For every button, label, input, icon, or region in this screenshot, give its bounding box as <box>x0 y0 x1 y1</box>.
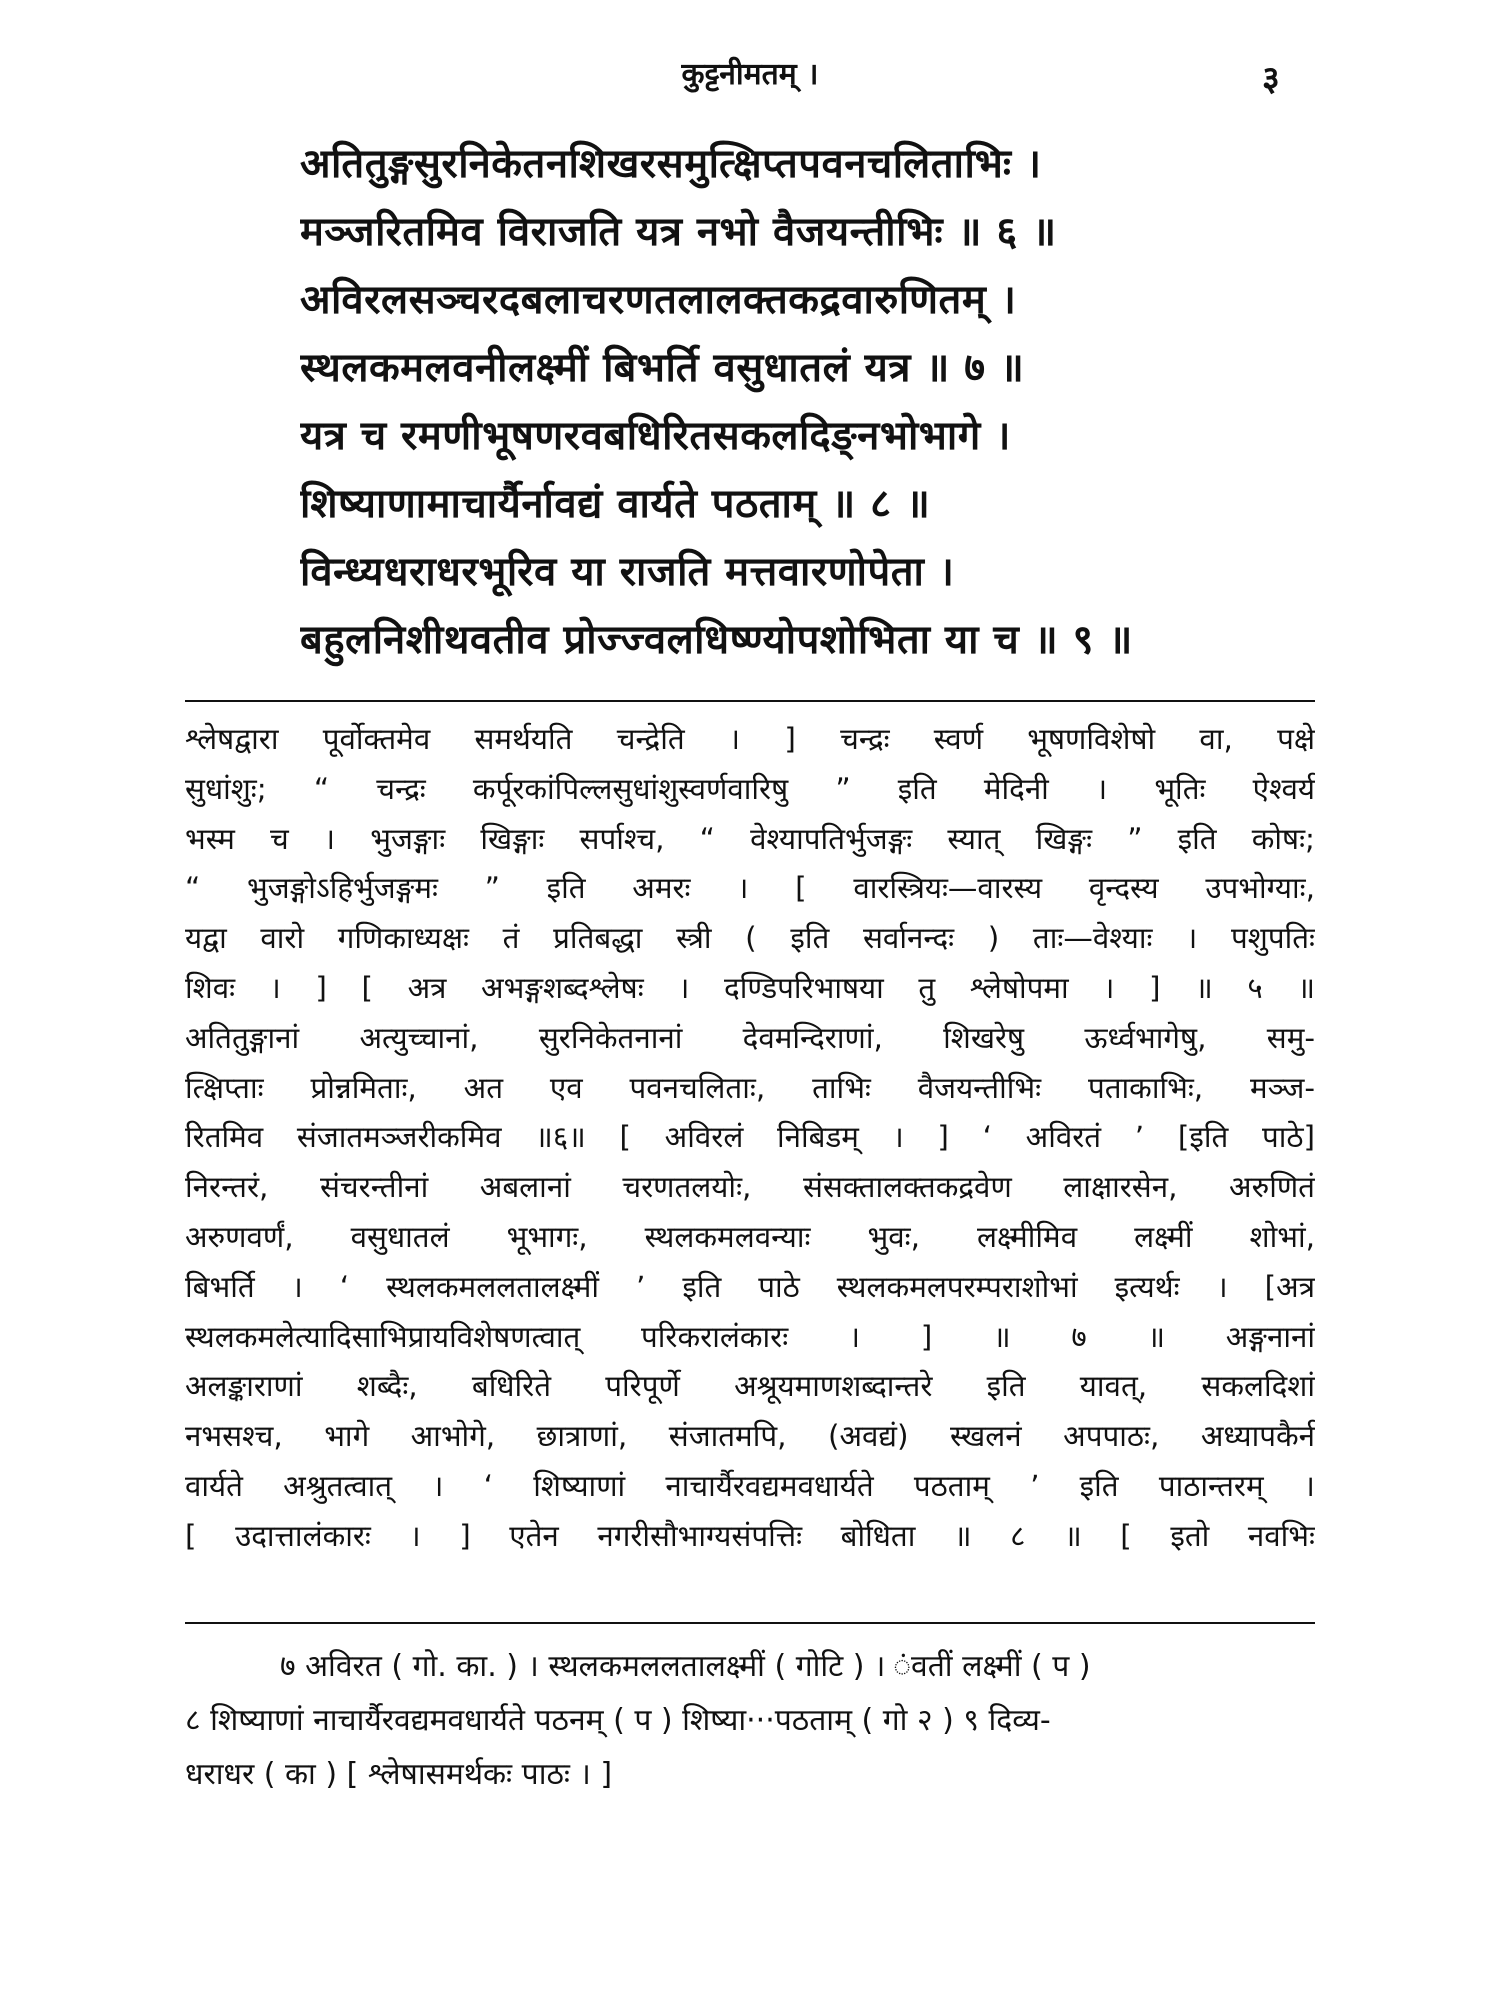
commentary-line: श्लेषद्वारा पूर्वोक्तमेव समर्थयति चन्द्रेति । ] चन्द्रः स्वर्ण भूषणविशेषो वा, पक्षे <box>185 722 1315 756</box>
verse-line: यत्र च रमणीभूषणरवबधिरितसकलदिङ्नभोभागे । <box>300 413 1011 459</box>
commentary-line: यद्वा वारो गणिकाध्यक्षः तं प्रतिबद्धा स्त्री ( इति सर्वानन्दः ) ताः—वेश्याः । पशुपतिः <box>185 921 1315 956</box>
verse-line: अविरलसञ्चरदबलाचरणतलालक्तकद्रवारुणितम् । <box>300 277 1017 323</box>
commentary-line: अतितुङ्गानां अत्युच्चानां, सुरनिकेतनानां देवमन्दिराणां, शिखरेषु ऊर्ध्वभागेषु, समु- <box>185 1020 1315 1055</box>
commentary-line: अरुणवर्णं, वसुधातलं भूभागः, स्थलकमलवन्याः भुवः, लक्ष्मीमिव लक्ष्मीं शोभां, <box>185 1219 1315 1254</box>
commentary-line: अलङ्काराणां शब्दैः, बधिरिते परिपूर्णे अश्रूयमाणशब्दान्तरे इति यावत्, सकलदिशां <box>185 1369 1315 1404</box>
verse-line: अतितुङ्गसुरनिकेतनशिखरसमुत्क्षिप्तपवनचलिताभिः । <box>300 141 1042 187</box>
footnote-line: धराधर ( का ) [ श्लेषासमर्थकः पाठः । ] <box>185 1757 613 1792</box>
verse-commentary-divider <box>185 700 1315 702</box>
commentary-line: त्क्षिप्ताः प्रोन्नमिताः, अत एव पवनचलिताः, ताभिः वैजयन्तीभिः पताकाभिः, मञ्ज- <box>185 1070 1315 1105</box>
verse-line: मञ्जरितमिव विराजति यत्र नभो वैजयन्तीभिः ॥ ६ ॥ <box>300 209 1057 255</box>
commentary-footnote-divider <box>185 1622 1315 1624</box>
commentary-line: निरन्तरं, संचरन्तीनां अबलानां चरणतलयोः, संसक्तालक्तकद्रवेण लाक्षारसेन, अरुणितं <box>185 1170 1315 1205</box>
commentary-line: सुधांशुः; “ चन्द्रः कर्पूरकांपिल्लसुधांशुस्वर्णवारिषु ” इति मेदिनी । भूतिः ऐश्वर्य <box>185 771 1315 806</box>
verse-line: बहुलनिशीथवतीव प्रोज्ज्वलधिष्ण्योपशोभिता या च ॥ ९ ॥ <box>300 617 1133 663</box>
footnote-line: ७ अविरत ( गो. का. ) । स्थलकमललतालक्ष्मीं ( गोटि ) । ंवतीं लक्ष्मीं ( प ) <box>280 1649 1091 1684</box>
commentary-line: वार्यते अश्रुतत्वात् । ‘ शिष्याणां नाचार्यैरवद्यमवधार्यते पठताम् ’ इति पाठान्तरम् । <box>185 1468 1315 1503</box>
verse-block <box>300 130 1300 674</box>
footnote-line: ८ शिष्याणां नाचार्यैरवद्यमवधार्यते पठनम् ( प ) शिष्या···पठताम् ( गो २ ) ९ दिव्य- <box>185 1703 1051 1738</box>
commentary-line: नभसश्च, भागे आभोगे, छात्राणां, संजातमपि, (अवद्यं) स्खलनं अपपाठः, अध्यापकैर्न <box>185 1419 1315 1454</box>
commentary-line: बिभर्ति । ‘ स्थलकमललतालक्ष्मीं ’ इति पाठे स्थलकमलपरम्पराशोभां इत्यर्थः । [अत्र <box>185 1269 1315 1304</box>
verse-line: शिष्याणामाचार्यैर्नावद्यं वार्यते पठताम् ॥ ८ ॥ <box>300 481 931 527</box>
verse-line: स्थलकमलवनीलक्ष्मीं बिभर्ति वसुधातलं यत्र ॥ ७ ॥ <box>300 345 1025 391</box>
footnotes-block <box>185 1640 1315 1802</box>
verse-line: विन्ध्यधराधरभूरिव या राजति मत्तवारणोपेता । <box>300 549 955 595</box>
commentary-line: “ भुजङ्गोऽहिर्भुजङ्गमः ” इति अमरः । [ वारस्त्रियः—वारस्य वृन्दस्य उपभोग्याः, <box>185 871 1315 906</box>
commentary-line: [ उदात्तालंकारः । ] एतेन नगरीसौभाग्यसंपत्तिः बोधिता ॥ ८ ॥ [ इतो नवभिः <box>185 1518 1315 1553</box>
page-number: ३ <box>1262 59 1280 99</box>
commentary-line: स्थलकमलेत्यादिसाभिप्रायविशेषणत्वात् परिकरालंकारः । ] ॥ ७ ॥ अङ्गनानां <box>185 1319 1315 1354</box>
commentary-line: भस्म च । भुजङ्गाः खिङ्गाः सर्पाश्च, “ वेश्यापतिर्भुजङ्गः स्यात् खिङ्गः ” इति कोषः; <box>185 821 1315 856</box>
running-head: कुट्टनीमतम् । <box>681 57 819 92</box>
commentary-line: रितमिव संजातमञ्जरीकमिव ॥६॥ [ अविरलं निबिडम् । ] ‘ अविरतं ’ [इति पाठे] <box>185 1120 1315 1155</box>
commentary-block <box>185 715 1315 1562</box>
commentary-line: शिवः । ] [ अत्र अभङ्गशब्दश्लेषः । दण्डिपरिभाषया तु श्लेषोपमा । ] ॥ ५ ॥ <box>185 970 1315 1005</box>
